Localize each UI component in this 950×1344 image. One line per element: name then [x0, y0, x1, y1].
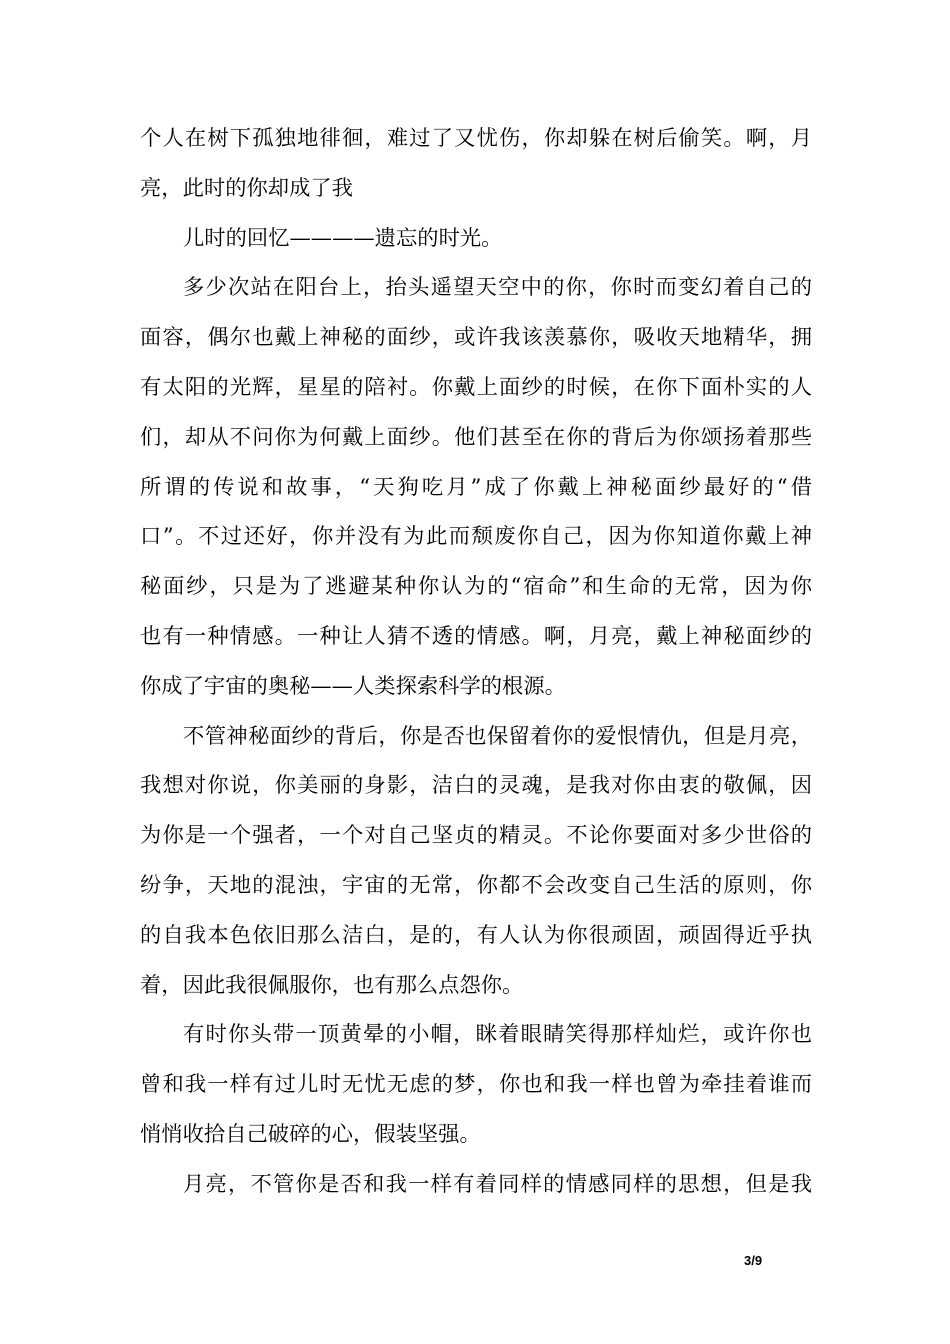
text-line: 也有一种情感。一种让人猜不透的情感。啊，月亮，戴上神秘面纱的: [140, 623, 812, 649]
text-line: 纷争，天地的混浊，宇宙的无常，你都不会改变自己生活的原则，你: [140, 872, 812, 898]
text-line: 面容，偶尔也戴上神秘的面纱，或许我该羡慕你，吸收天地精华，拥: [140, 325, 812, 351]
text-line: 你成了宇宙的奥秘——人类探索科学的根源。: [140, 673, 566, 699]
text-line: 亮，此时的你却成了我: [140, 175, 353, 201]
text-line: 所谓的传说和故事，“天狗吃月”成了你戴上神秘面纱最好的“借: [140, 474, 812, 500]
text-line: 曾和我一样有过儿时无忧无虑的梦，你也和我一样也曾为牵挂着谁而: [140, 1072, 812, 1098]
text-line: 秘面纱，只是为了逃避某种你认为的“宿命”和生命的无常，因为你: [140, 574, 812, 600]
text-line: 为你是一个强者，一个对自己坚贞的精灵。不论你要面对多少世俗的: [140, 823, 812, 849]
text-line: 多少次站在阳台上，抬头遥望天空中的你，你时而变幻着自己的: [183, 275, 812, 301]
text-line: 个人在树下孤独地徘徊，难过了又忧伤，你却躲在树后偷笑。啊，月: [140, 126, 812, 151]
text-line: 我想对你说，你美丽的身影，洁白的灵魂，是我对你由衷的敬佩，因: [140, 773, 812, 799]
text-line: 儿时的回忆————遗忘的时光。: [183, 225, 503, 251]
text-line: 口”。不过还好，你并没有为此而颓废你自己，因为你知道你戴上神: [140, 524, 812, 550]
text-line: 不管神秘面纱的背后，你是否也保留着你的爱恨情仇，但是月亮，: [183, 723, 812, 749]
text-line: 有太阳的光辉，星星的陪衬。你戴上面纱的时候，在你下面朴实的人: [140, 374, 812, 400]
text-line: 们，却从不问你为何戴上面纱。他们甚至在你的背后为你颂扬着那些: [140, 424, 812, 450]
body-text: [140, 114, 812, 1210]
text-line: 着，因此我很佩服你，也有那么点怨你。: [140, 972, 524, 998]
page-number: 3/9: [744, 1253, 763, 1268]
text-line: 的自我本色依旧那么洁白，是的，有人认为你很顽固，顽固得近乎执: [140, 922, 812, 948]
text-line: 有时你头带一顶黄晕的小帽，眯着眼睛笑得那样灿烂，或许你也: [183, 1022, 812, 1048]
text-line: 悄悄收拾自己破碎的心，假装坚强。: [140, 1121, 481, 1147]
text-line: 月亮，不管你是否和我一样有着同样的情感同样的思想，但是我: [183, 1171, 812, 1197]
